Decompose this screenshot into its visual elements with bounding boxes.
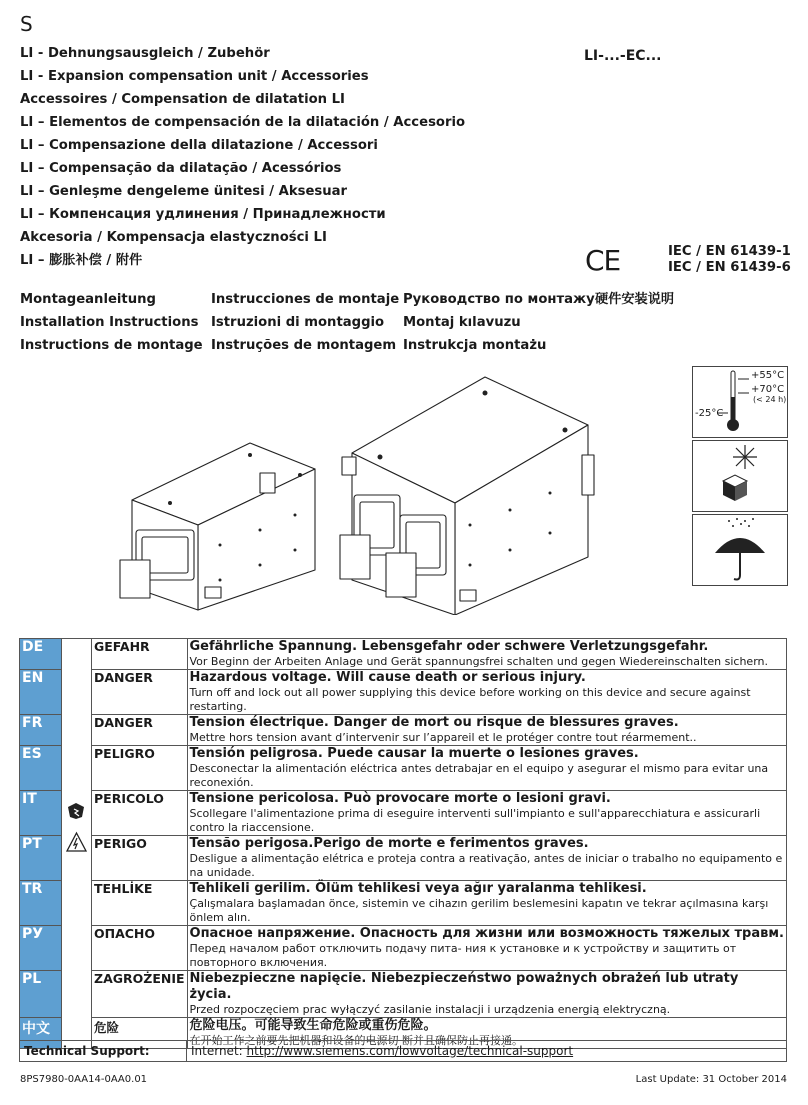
- warning-instruction: Mettre hors tension avant d’intervenir sur l’appareil et le protéger contre tout réarmement..: [189, 731, 697, 744]
- instruction-fr: Instructions de montage: [20, 338, 203, 353]
- warning-heading: Tensão perigosa.Perigo de morte e ferimentos graves.: [189, 836, 589, 851]
- lang-code: PL: [20, 971, 62, 1018]
- instructions-col-2: [211, 288, 399, 357]
- warning-row: [20, 836, 787, 881]
- title-es: LI – Elementos de compensación de la dilatación / Accesorio: [20, 115, 466, 130]
- signal-word: 危险: [92, 1018, 188, 1049]
- lang-code: РУ: [20, 926, 62, 971]
- technical-support-table: [19, 1040, 787, 1062]
- warning-text: [187, 670, 786, 715]
- lang-code: 中文: [20, 1018, 62, 1049]
- warning-heading: 危险电压。可能导致生命危险或重伤危险。: [189, 1018, 437, 1033]
- instruction-it: Istruzioni di montaggio: [211, 315, 385, 330]
- instructions-col-1: [20, 288, 203, 357]
- warning-text: [187, 926, 786, 971]
- title-tr: LI – Genleşme dengeleme ünitesi / Aksesuar: [20, 184, 348, 199]
- warning-heading: Tensión peligrosa. Puede causar la muerte o lesiones graves.: [189, 746, 639, 761]
- lang-code: FR: [20, 715, 62, 746]
- warning-heading: Опасное напряжение. Опасность для жизни или возможность тяжелых травм.: [189, 926, 784, 941]
- warning-instruction: Scollegare l'alimentazione prima di eseguire interventi sull'impianto e sull'apparecchiatura e assicurarli contro la riaccensione.: [189, 807, 761, 834]
- warning-row: [20, 971, 787, 1018]
- instruction-pt: Instruções de montagem: [211, 338, 397, 353]
- temp-peak: +70°C: [751, 384, 785, 395]
- instruction-pl: Instrukcja montażu: [403, 338, 547, 353]
- warning-text: [187, 836, 786, 881]
- electric-shock-warning-icon: [64, 799, 89, 859]
- instruction-ru: Руководство по монтажу: [403, 292, 595, 307]
- signal-word: ZAGROŻENIE: [92, 971, 188, 1018]
- large-unit-connector-2: [386, 553, 416, 597]
- moisture-protection-box: [692, 514, 788, 586]
- warning-instruction: Перед началом работ отключить подачу пита- ния к установке и к устройству и защитить от повторного включения.: [189, 942, 737, 969]
- temp-min: -25°C: [695, 408, 724, 419]
- signal-word: GEFAHR: [92, 639, 188, 670]
- signal-word: DANGER: [92, 715, 188, 746]
- warning-heading: Niebezpieczne napięcie. Niebezpieczeństwo poważnych obrażeń lub utraty życia.: [189, 971, 739, 1002]
- keep-dry-umbrella-icon: [693, 515, 787, 585]
- warning-instruction: Desconectar la alimentación eléctrica antes detrabajar en el equipo y asegurar el mismo para evitar una reconexión.: [189, 762, 769, 789]
- instruction-en: Installation Instructions: [20, 315, 199, 330]
- instruction-zh: 硬件安装说明: [595, 292, 675, 307]
- last-update: Last Update: 31 October 2014: [635, 1074, 787, 1085]
- warning-heading: Tensione pericolosa. Può provocare morte o lesioni gravi.: [189, 791, 611, 806]
- standards: [668, 244, 791, 276]
- warning-instruction: Turn off and lock out all power supplying this device before working on this device and secure against restarting.: [189, 686, 751, 713]
- instruction-es: Instrucciones de montaje: [211, 292, 400, 307]
- lang-code: DE: [20, 639, 62, 670]
- title-block: [20, 45, 580, 275]
- title-zh: LI – 膨胀补偿 / 附件: [20, 253, 143, 268]
- hazard-symbol-cell: [62, 639, 92, 1049]
- title-pl: Akcesoria / Kompensacja elastyczności LI: [20, 230, 327, 245]
- title-de: LI - Dehnungsausgleich / Zubehör: [20, 46, 270, 61]
- warning-instruction: Çalışmalara başlamadan önce, sistemin ve cihazın gerilim beslemesini kapatın ve tekrar açılmasına karşı önlem alın.: [189, 897, 769, 924]
- support-link[interactable]: http://www.siemens.com/lowvoltage/technical-support: [246, 1044, 574, 1058]
- instruction-tr: Montaj kılavuzu: [403, 315, 521, 330]
- lang-code: IT: [20, 791, 62, 836]
- title-pt: LI – Compensação da dilatação / Acessórios: [20, 161, 342, 176]
- support-prefix: Internet:: [191, 1044, 247, 1058]
- temp-peak-note: (< 24 h): [753, 395, 787, 404]
- standard-1: IEC / EN 61439-1: [668, 244, 791, 259]
- instructions-col-3: [403, 288, 595, 357]
- warning-instruction: 在开始工作之前要先把机器和设备的电源切 断并且确保防止再接通。: [189, 1034, 524, 1047]
- title-ru: LI – Компенсация удлинения / Принадлежности: [20, 207, 386, 222]
- warning-heading: Hazardous voltage. Will cause death or serious injury.: [189, 670, 586, 685]
- document-number: 8PS7980-0AA14-0AA0.01: [20, 1074, 148, 1085]
- safety-warning-table: [19, 638, 787, 1049]
- temperature-box: [692, 366, 788, 438]
- warning-row: [20, 926, 787, 971]
- title-fr: Accessoires / Compensation de dilatation LI: [20, 92, 345, 107]
- lang-code: ES: [20, 746, 62, 791]
- ce-mark: CE: [585, 244, 621, 277]
- standard-2: IEC / EN 61439-6: [668, 260, 791, 275]
- product-illustration: [110, 365, 610, 615]
- warning-row: [20, 670, 787, 715]
- signal-word: DANGER: [92, 670, 188, 715]
- warning-instruction: Vor Beginn der Arbeiten Anlage und Gerät spannungsfrei schalten und gegen Wiedereinschalten sichern.: [189, 655, 768, 668]
- warning-text: [187, 715, 786, 746]
- warning-heading: Tension électrique. Danger de mort ou risque de blessures graves.: [189, 715, 679, 730]
- lang-code: TR: [20, 881, 62, 926]
- temp-max: +55°C: [751, 370, 785, 381]
- title-en: LI - Expansion compensation unit / Accessories: [20, 69, 369, 84]
- warning-row: [20, 881, 787, 926]
- warning-heading: Gefährliche Spannung. Lebensgefahr oder schwere Verletzungsgefahr.: [189, 639, 709, 654]
- warning-text: [187, 791, 786, 836]
- brand-logo: S: [20, 12, 34, 36]
- signal-word: PERIGO: [92, 836, 188, 881]
- signal-word: TEHLİKE: [92, 881, 188, 926]
- large-unit-connector-1: [340, 535, 370, 579]
- instructions-col-4: [595, 288, 674, 311]
- warning-text: [187, 881, 786, 926]
- warning-row: [20, 715, 787, 746]
- lang-code: EN: [20, 670, 62, 715]
- title-it: LI – Compensazione della dilatazione / Accessori: [20, 138, 378, 153]
- warning-row: [20, 791, 787, 836]
- support-contact: [187, 1041, 787, 1062]
- signal-word: ОПАСНО: [92, 926, 188, 971]
- signal-word: PERICOLO: [92, 791, 188, 836]
- signal-word: PELIGRO: [92, 746, 188, 791]
- warning-row: [20, 639, 787, 670]
- lang-code: PT: [20, 836, 62, 881]
- warning-heading: Tehlikeli gerilim. Ölüm tehlikesi veya ağır yaralanma tehlikesi.: [189, 881, 647, 896]
- warning-text: [187, 746, 786, 791]
- warning-instruction: Desligue a alimentação elétrica e proteja contra a reativação, antes de iniciar o trabalho no equipamento e na unidade.: [189, 852, 783, 879]
- warning-row: [20, 746, 787, 791]
- warning-text: [187, 639, 786, 670]
- small-unit-connector: [120, 560, 150, 598]
- warning-instruction: Przed rozpoczęciem prac wyłączyć zasilanie instalacji i urządzenia energią elektryczną.: [189, 1003, 671, 1016]
- product-code: LI-...-EC...: [584, 48, 662, 64]
- warning-text: [187, 971, 786, 1018]
- support-label: Technical Support:: [20, 1041, 187, 1062]
- keep-away-from-sunlight-icon: [693, 441, 787, 511]
- instruction-de: Montageanleitung: [20, 292, 156, 307]
- sun-protection-box: [692, 440, 788, 512]
